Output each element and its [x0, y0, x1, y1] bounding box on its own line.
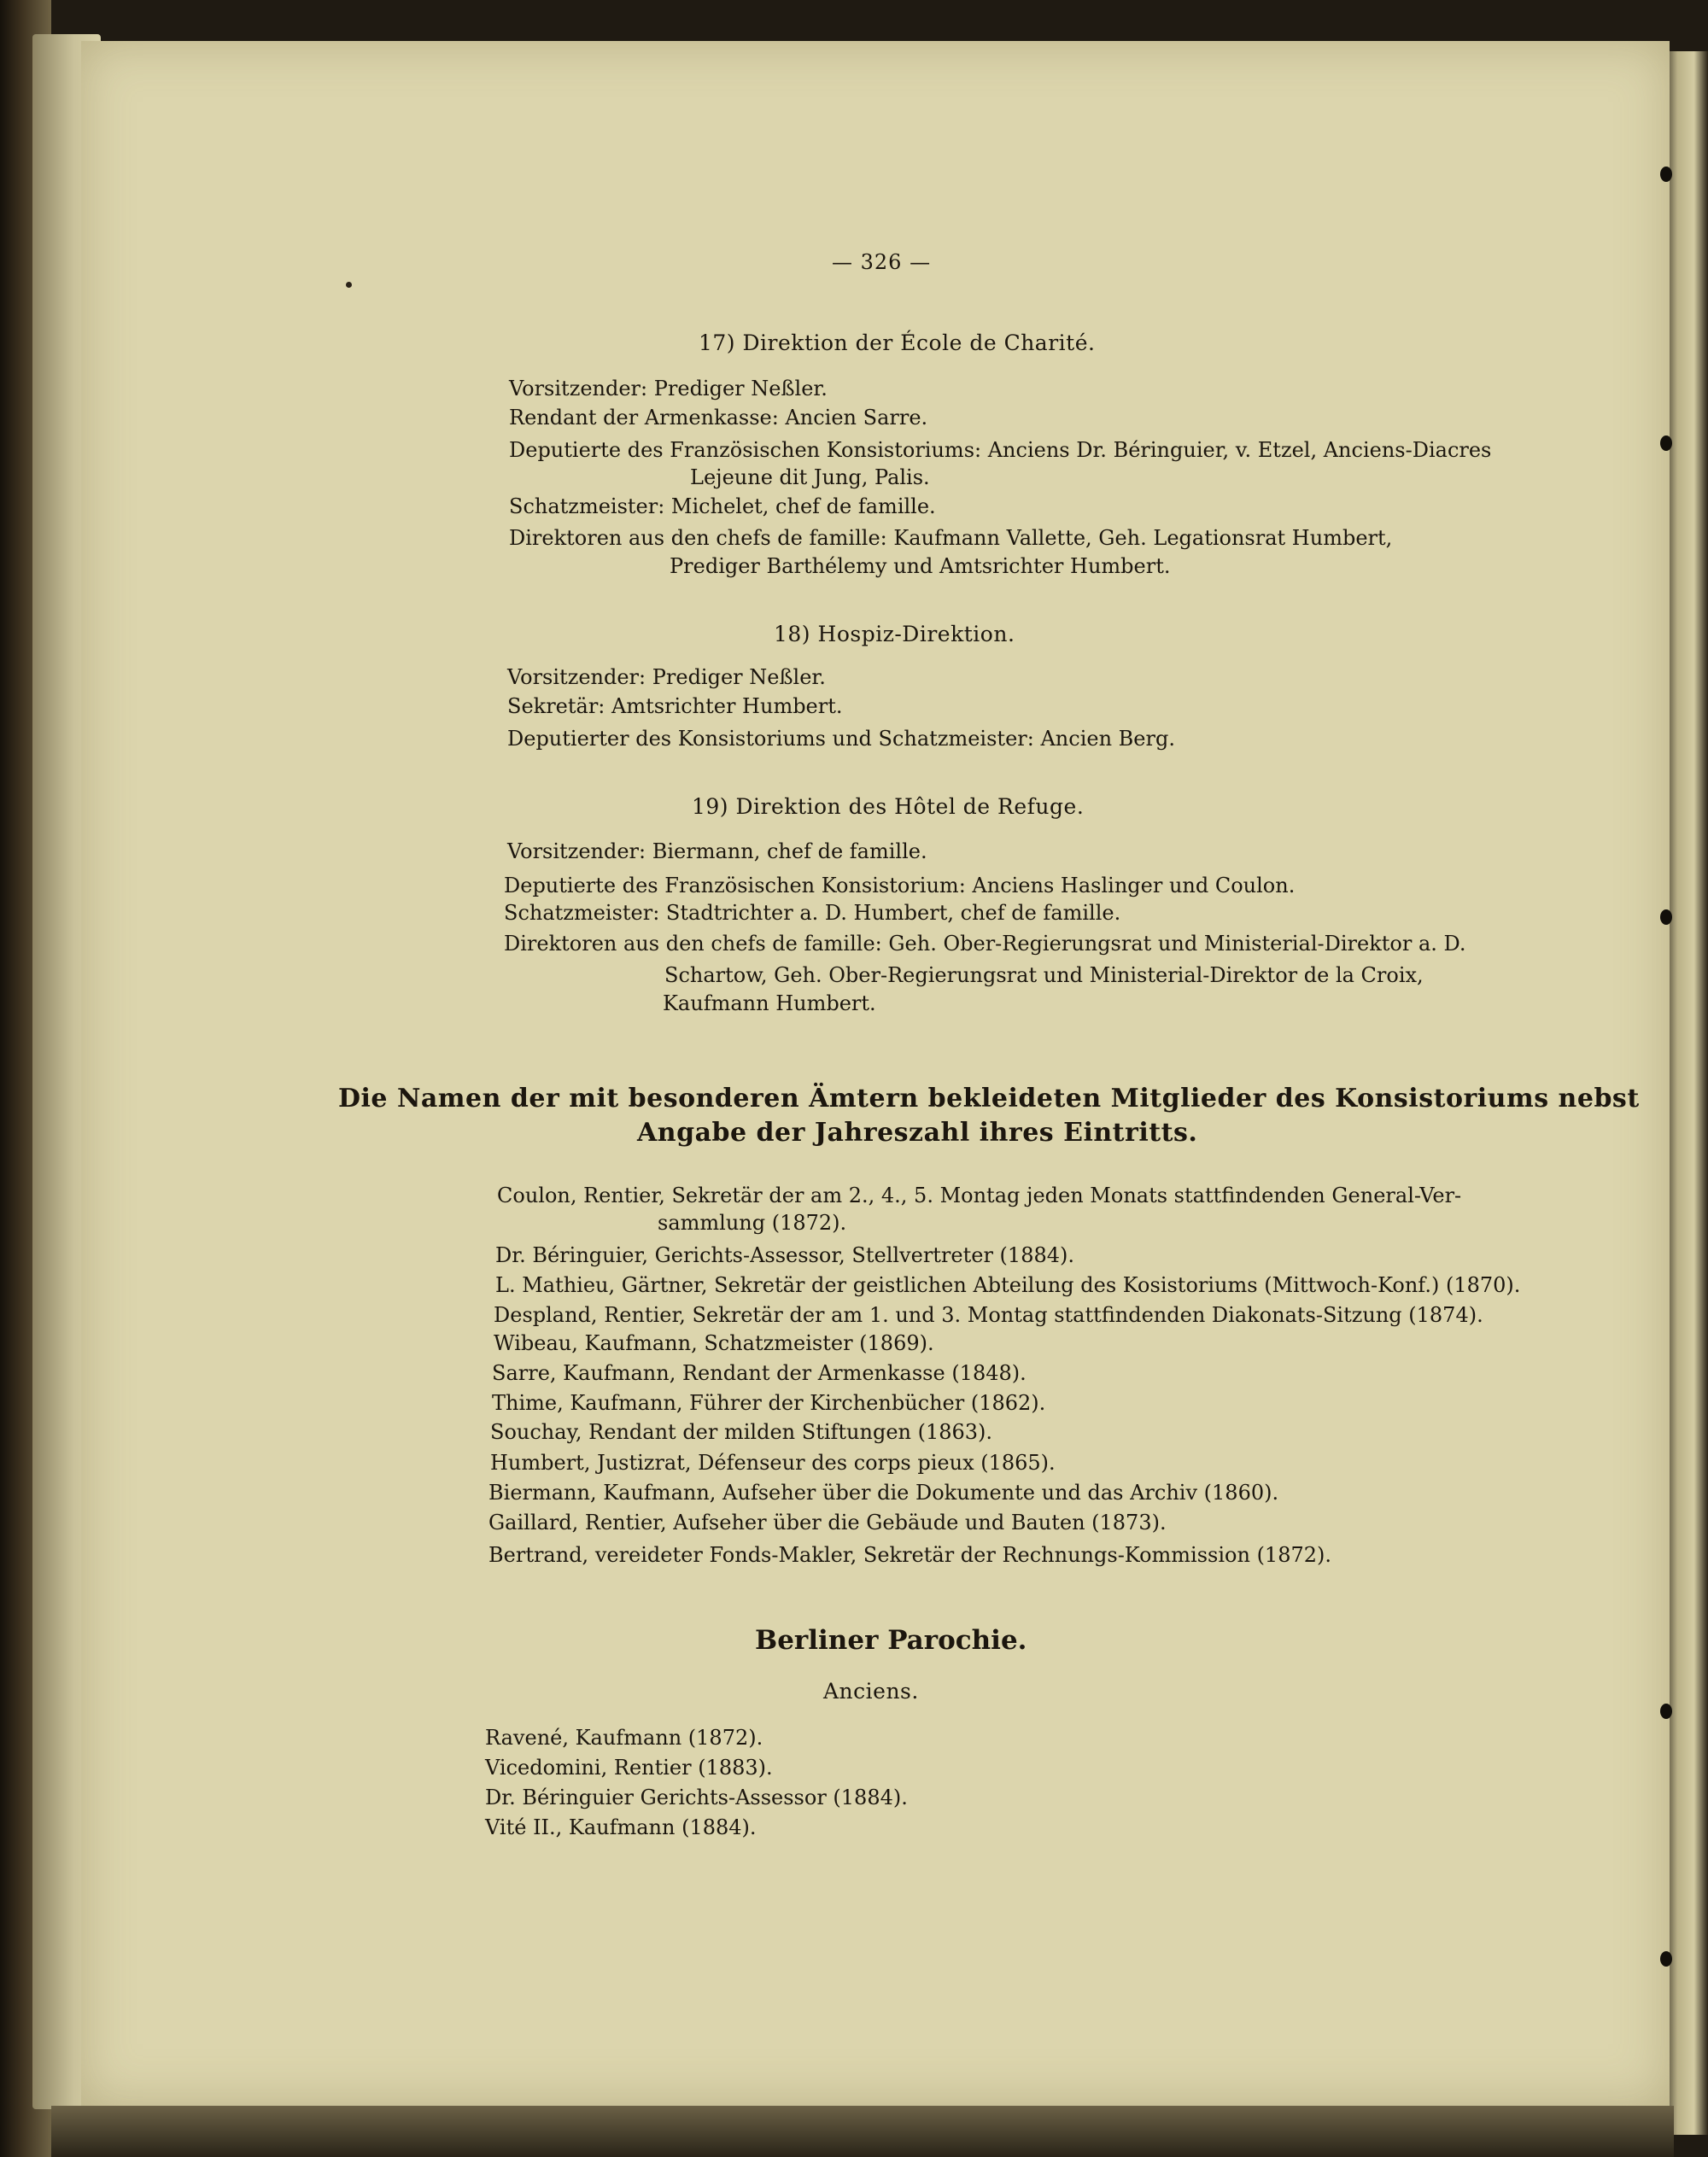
- text-line: Kaufmann Humbert.: [663, 991, 876, 1015]
- member-entry: Wibeau, Kaufmann, Schatzmeister (1869).: [494, 1331, 934, 1355]
- text-line: Prediger Barthélemy und Amtsrichter Humbert.: [670, 554, 1171, 578]
- binding-stitch: [1660, 435, 1672, 451]
- member-entry: Biermann, Kaufmann, Aufseher über die Dokumente und das Archiv (1860).: [488, 1481, 1279, 1505]
- member-entry: Humbert, Justizrat, Défenseur des corps pieux (1865).: [490, 1451, 1056, 1475]
- text-line: Direktoren aus den chefs de famille: Geh. Ober-Regierungsrat und Ministerial-Direktor a. D.: [504, 932, 1466, 956]
- ancien-entry: Ravené, Kaufmann (1872).: [485, 1726, 763, 1750]
- member-entry: Despland, Rentier, Sekretär der am 1. und 3. Montag stattfindenden Diakonats-Sitzung (1874).: [494, 1303, 1483, 1327]
- ancien-entry: Dr. Béringuier Gerichts-Assessor (1884).: [485, 1786, 908, 1809]
- text-line: Direktoren aus den chefs de famille: Kaufmann Vallette, Geh. Legationsrat Humbert,: [509, 526, 1393, 550]
- text-line: Deputierte des Französischen Konsistoriums: Anciens Dr. Béringuier, v. Etzel, Anciens-Diacres: [509, 438, 1492, 462]
- text-line: Sekretär: Amtsrichter Humbert.: [507, 694, 843, 718]
- member-entry: sammlung (1872).: [658, 1211, 847, 1235]
- member-entry: L. Mathieu, Gärtner, Sekretär der geistlichen Abteilung des Kosistoriums (Mittwoch-Konf.) (1870).: [495, 1273, 1521, 1297]
- parochie-title: Berliner Parochie.: [755, 1625, 1027, 1656]
- member-entry: Coulon, Rentier, Sekretär der am 2., 4., 5. Montag jeden Monats stattfindenden General-Ver-: [497, 1184, 1462, 1207]
- parochie-subtitle: Anciens.: [823, 1679, 919, 1704]
- binding-stitch: [1660, 909, 1672, 925]
- section-18-heading: 18) Hospiz-Direktion.: [774, 622, 1015, 646]
- ancien-entry: Vité II., Kaufmann (1884).: [485, 1815, 757, 1839]
- members-heading-line-1: Die Namen der mit besonderen Ämtern bekleideten Mitglieder des Konsistoriums nebst: [338, 1084, 1640, 1114]
- member-entry: Gaillard, Rentier, Aufseher über die Gebäude und Bauten (1873).: [488, 1511, 1167, 1534]
- text-line: Schatzmeister: Michelet, chef de famille.: [509, 494, 936, 518]
- text-line: Vorsitzender: Prediger Neßler.: [507, 665, 826, 689]
- text-line: Rendant der Armenkasse: Ancien Sarre.: [509, 406, 928, 430]
- bottom-edge: [51, 2106, 1674, 2157]
- binding-stitch: [1660, 1704, 1672, 1719]
- member-entry: Sarre, Kaufmann, Rendant der Armenkasse (1848).: [492, 1361, 1027, 1385]
- ink-dot: [346, 282, 352, 288]
- section-17-heading: 17) Direktion der École de Charité.: [699, 330, 1096, 355]
- text-line: Vorsitzender: Biermann, chef de famille.: [507, 839, 927, 863]
- text-line: Vorsitzender: Prediger Neßler.: [509, 377, 828, 400]
- binding-stitch: [1660, 167, 1672, 182]
- text-line: Schatzmeister: Stadtrichter a. D. Humbert, chef de famille.: [504, 901, 1121, 925]
- section-19-heading: 19) Direktion des Hôtel de Refuge.: [692, 794, 1085, 819]
- member-entry: Bertrand, vereideter Fonds-Makler, Sekretär der Rechnungs-Kommission (1872).: [488, 1543, 1331, 1567]
- member-entry: Thime, Kaufmann, Führer der Kirchenbücher (1862).: [492, 1391, 1046, 1415]
- members-heading-line-2: Angabe der Jahreszahl ihres Eintritts.: [637, 1118, 1198, 1148]
- member-entry: Souchay, Rendant der milden Stiftungen (1863).: [490, 1420, 993, 1444]
- member-entry: Dr. Béringuier, Gerichts-Assessor, Stellvertreter (1884).: [495, 1243, 1074, 1267]
- binding-stitch: [1660, 1951, 1672, 1967]
- text-line: Schartow, Geh. Ober-Regierungsrat und Ministerial-Direktor de la Croix,: [664, 963, 1424, 987]
- page-number: — 326 —: [832, 250, 932, 274]
- text-line: Lejeune dit Jung, Palis.: [690, 465, 930, 489]
- text-line: Deputierte des Französischen Konsistorium: Anciens Haslinger und Coulon.: [504, 874, 1296, 897]
- ancien-entry: Vicedomini, Rentier (1883).: [485, 1756, 773, 1780]
- text-line: Deputierter des Konsistoriums und Schatzmeister: Ancien Berg.: [507, 727, 1175, 751]
